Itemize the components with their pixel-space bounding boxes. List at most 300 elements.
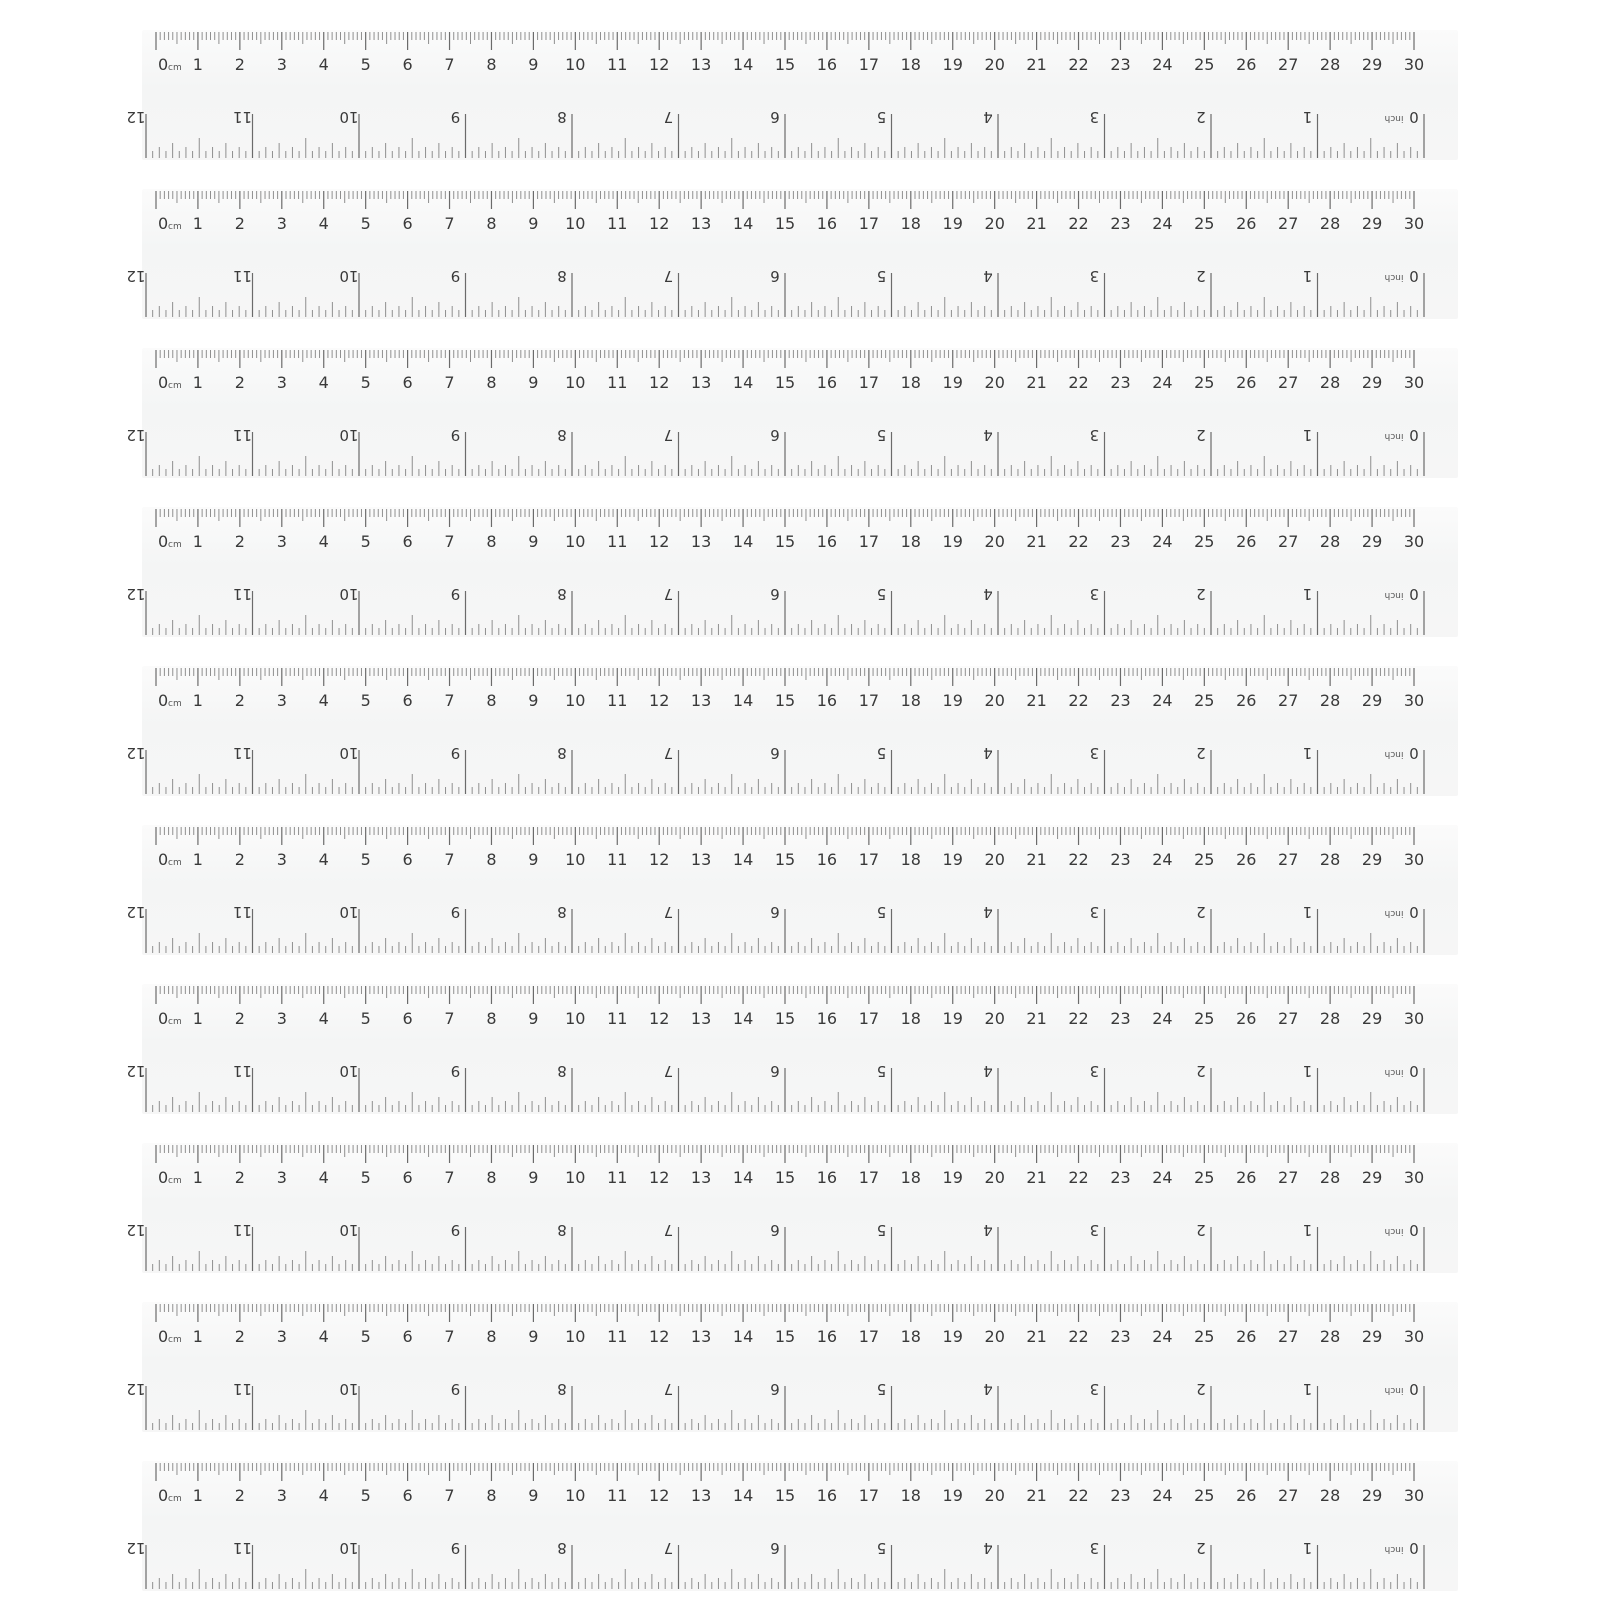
inch-number: 1 — [1302, 1221, 1313, 1239]
cm-number: 8 — [486, 850, 497, 869]
cm-number: 21 — [1026, 1168, 1047, 1187]
cm-number: 12 — [649, 373, 670, 392]
cm-number: 27 — [1278, 691, 1299, 710]
inch-number: 5 — [876, 426, 887, 444]
inch-number: 4 — [983, 1539, 993, 1557]
cm-number: 17 — [858, 691, 880, 710]
cm-scale-numbers — [158, 55, 1424, 74]
inch-number: 4 — [983, 1062, 993, 1080]
cm-number: 21 — [1026, 1486, 1047, 1505]
ruler-graphic — [126, 666, 1458, 796]
cm-number: 18 — [900, 691, 921, 710]
cm-number: 20 — [984, 691, 1005, 710]
cm-number: 7 — [444, 1486, 455, 1505]
cm-number: 30 — [1403, 1327, 1425, 1346]
cm-scale-numbers — [158, 1327, 1424, 1346]
cm-number: 6 — [402, 1009, 413, 1028]
cm-number: 9 — [528, 691, 539, 710]
inch-number: 8 — [557, 744, 567, 762]
ruler — [126, 348, 1458, 478]
cm-number: 13 — [690, 532, 712, 551]
cm-number: 21 — [1026, 1327, 1047, 1346]
inch-number: 11 — [232, 1221, 253, 1239]
cm-number: 27 — [1278, 1486, 1299, 1505]
inch-scale-ticks — [146, 114, 1424, 158]
cm-number: 14 — [732, 1327, 754, 1346]
inch-number: 4 — [983, 426, 993, 444]
cm-number: 14 — [732, 1009, 754, 1028]
cm-number: 16 — [816, 1009, 838, 1028]
inch-number: 3 — [1089, 585, 1100, 603]
ruler — [126, 507, 1458, 637]
cm-number: 21 — [1026, 55, 1047, 74]
inch-scale-numbers — [126, 1062, 1418, 1080]
inch-number: 5 — [876, 1380, 887, 1398]
inch-number: 2 — [1196, 267, 1206, 285]
inch-number: 11 — [232, 1380, 253, 1398]
cm-number: 30 — [1403, 1009, 1425, 1028]
inch-number: 5 — [876, 267, 887, 285]
inch-number: 12 — [126, 108, 146, 126]
cm-number: 7 — [444, 1327, 455, 1346]
cm-number: 25 — [1194, 55, 1215, 74]
cm-number: 2 — [234, 691, 245, 710]
cm-number: 24 — [1152, 1009, 1173, 1028]
cm-number: 22 — [1068, 691, 1089, 710]
cm-number: 5 — [360, 1327, 371, 1346]
cm-number: 6 — [402, 532, 413, 551]
cm-number: 27 — [1278, 850, 1299, 869]
cm-number: 5 — [360, 55, 371, 74]
cm-number: 15 — [774, 1009, 796, 1028]
inch-number: 12 — [126, 1062, 146, 1080]
cm-number: 29 — [1361, 55, 1383, 74]
inch-number: 12 — [126, 1380, 146, 1398]
inch-number: 11 — [232, 585, 253, 603]
cm-number: 12 — [649, 1168, 670, 1187]
inch-number: 11 — [232, 1539, 253, 1557]
cm-number: 0 — [158, 532, 169, 551]
cm-number: 5 — [360, 691, 371, 710]
cm-number: 12 — [649, 1486, 670, 1505]
cm-number: 14 — [732, 214, 754, 233]
cm-number: 26 — [1236, 850, 1257, 869]
cm-number: 15 — [774, 373, 796, 392]
inch-number: 7 — [663, 585, 674, 603]
cm-number: 22 — [1068, 373, 1089, 392]
inch-unit-label: inch — [1384, 272, 1404, 282]
inch-number: 10 — [339, 108, 359, 126]
cm-number: 30 — [1403, 214, 1425, 233]
cm-number: 2 — [234, 214, 245, 233]
cm-number: 13 — [690, 1168, 712, 1187]
cm-number: 20 — [984, 373, 1005, 392]
cm-number: 0 — [158, 1168, 169, 1187]
cm-number: 23 — [1110, 532, 1131, 551]
cm-number: 17 — [858, 373, 880, 392]
inch-scale-numbers — [126, 744, 1418, 762]
inch-number: 12 — [126, 267, 146, 285]
cm-number: 11 — [607, 55, 628, 74]
cm-number: 11 — [607, 1486, 628, 1505]
cm-number: 25 — [1194, 1009, 1215, 1028]
inch-number: 5 — [876, 1221, 887, 1239]
cm-number: 15 — [774, 55, 796, 74]
cm-number: 15 — [774, 532, 796, 551]
inch-number: 12 — [126, 1221, 146, 1239]
cm-number: 5 — [360, 1168, 371, 1187]
cm-number: 9 — [528, 55, 539, 74]
cm-number: 1 — [192, 55, 203, 74]
cm-number: 27 — [1278, 532, 1299, 551]
cm-number: 1 — [192, 214, 203, 233]
cm-number: 23 — [1110, 1168, 1131, 1187]
cm-number: 28 — [1319, 55, 1341, 74]
cm-number: 19 — [942, 532, 963, 551]
ruler — [126, 1143, 1458, 1273]
cm-scale-ticks — [156, 986, 1414, 1004]
inch-number: 7 — [663, 1221, 674, 1239]
cm-number: 1 — [192, 1168, 203, 1187]
inch-number: 6 — [770, 1221, 780, 1239]
cm-number: 24 — [1152, 55, 1173, 74]
cm-number: 8 — [486, 214, 497, 233]
inch-scale-ticks — [146, 1068, 1424, 1112]
cm-number: 19 — [942, 691, 963, 710]
cm-number: 18 — [900, 373, 921, 392]
cm-number: 16 — [816, 1168, 838, 1187]
cm-number: 10 — [565, 1327, 586, 1346]
cm-number: 1 — [192, 532, 203, 551]
inch-number: 1 — [1302, 1380, 1313, 1398]
cm-number: 2 — [234, 532, 245, 551]
cm-number: 25 — [1194, 691, 1215, 710]
cm-number: 17 — [858, 532, 880, 551]
cm-number: 30 — [1403, 55, 1425, 74]
cm-number: 16 — [816, 532, 838, 551]
cm-number: 4 — [318, 1327, 329, 1346]
cm-number: 23 — [1110, 55, 1131, 74]
inch-number: 3 — [1089, 267, 1100, 285]
cm-number: 28 — [1319, 532, 1341, 551]
cm-number: 8 — [486, 55, 497, 74]
cm-number: 30 — [1403, 850, 1425, 869]
inch-number: 1 — [1302, 903, 1313, 921]
cm-number: 23 — [1110, 1327, 1131, 1346]
inch-number: 6 — [770, 267, 780, 285]
inch-number: 7 — [663, 1380, 674, 1398]
cm-number: 11 — [607, 1327, 628, 1346]
cm-number: 27 — [1278, 1327, 1299, 1346]
cm-number: 27 — [1278, 1009, 1299, 1028]
cm-scale-numbers — [158, 850, 1424, 869]
cm-number: 28 — [1319, 373, 1341, 392]
inch-unit-label: inch — [1384, 1226, 1404, 1236]
cm-number: 26 — [1236, 1009, 1257, 1028]
inch-number: 0 — [1409, 426, 1419, 444]
cm-number: 14 — [732, 55, 754, 74]
inch-number: 0 — [1409, 267, 1419, 285]
inch-number: 11 — [232, 108, 253, 126]
cm-number: 0 — [158, 1009, 169, 1028]
cm-number: 15 — [774, 214, 796, 233]
inch-number: 11 — [232, 267, 253, 285]
ruler — [126, 30, 1458, 160]
cm-number: 18 — [900, 1009, 921, 1028]
cm-number: 0 — [158, 373, 169, 392]
inch-number: 10 — [339, 1539, 359, 1557]
inch-number: 3 — [1089, 108, 1100, 126]
inch-number: 5 — [876, 108, 887, 126]
cm-number: 19 — [942, 214, 963, 233]
cm-number: 11 — [607, 214, 628, 233]
cm-number: 9 — [528, 1009, 539, 1028]
cm-number: 30 — [1403, 691, 1425, 710]
inch-scale-ticks — [146, 1386, 1424, 1430]
inch-number: 9 — [450, 108, 461, 126]
inch-number: 2 — [1196, 1062, 1206, 1080]
cm-scale-numbers — [158, 1168, 1424, 1187]
cm-number: 18 — [900, 55, 921, 74]
cm-number: 2 — [234, 1168, 245, 1187]
cm-number: 25 — [1194, 1486, 1215, 1505]
cm-unit-label: cm — [168, 1017, 182, 1027]
inch-number: 1 — [1302, 585, 1313, 603]
cm-number: 12 — [649, 214, 670, 233]
cm-number: 3 — [276, 1327, 287, 1346]
cm-number: 1 — [192, 1009, 203, 1028]
inch-number: 4 — [983, 108, 993, 126]
inch-number: 1 — [1302, 1539, 1313, 1557]
inch-number: 0 — [1409, 744, 1419, 762]
cm-number: 16 — [816, 55, 838, 74]
cm-number: 16 — [816, 373, 838, 392]
cm-number: 18 — [900, 532, 921, 551]
cm-number: 18 — [900, 214, 921, 233]
inch-number: 4 — [983, 1221, 993, 1239]
inch-scale-ticks — [146, 591, 1424, 635]
inch-number: 4 — [983, 744, 993, 762]
cm-number: 29 — [1361, 373, 1383, 392]
cm-number: 25 — [1194, 373, 1215, 392]
cm-number: 7 — [444, 1009, 455, 1028]
cm-number: 26 — [1236, 1327, 1257, 1346]
inch-number: 8 — [557, 1062, 567, 1080]
ruler-graphic — [126, 348, 1458, 478]
inch-number: 2 — [1196, 1539, 1206, 1557]
cm-unit-label: cm — [168, 381, 182, 391]
inch-number: 11 — [232, 426, 253, 444]
cm-number: 13 — [690, 691, 712, 710]
cm-number: 10 — [565, 55, 586, 74]
inch-number: 3 — [1089, 1062, 1100, 1080]
cm-unit-label: cm — [168, 1176, 182, 1186]
cm-number: 0 — [158, 214, 169, 233]
inch-number: 9 — [450, 1539, 461, 1557]
cm-scale-numbers — [158, 1009, 1424, 1028]
inch-number: 11 — [232, 744, 253, 762]
ruler-graphic — [126, 984, 1458, 1114]
inch-number: 7 — [663, 903, 674, 921]
cm-number: 24 — [1152, 373, 1173, 392]
cm-unit-label: cm — [168, 858, 182, 868]
cm-number: 13 — [690, 214, 712, 233]
inch-unit-label: inch — [1384, 1544, 1404, 1554]
cm-number: 12 — [649, 532, 670, 551]
cm-number: 9 — [528, 373, 539, 392]
cm-number: 30 — [1403, 532, 1425, 551]
inch-unit-label: inch — [1384, 590, 1404, 600]
cm-number: 15 — [774, 1486, 796, 1505]
inch-unit-label: inch — [1384, 1385, 1404, 1395]
cm-number: 10 — [565, 1009, 586, 1028]
inch-number: 2 — [1196, 903, 1206, 921]
cm-number: 17 — [858, 1009, 880, 1028]
inch-number: 9 — [450, 267, 461, 285]
cm-number: 13 — [690, 373, 712, 392]
cm-number: 4 — [318, 1168, 329, 1187]
inch-scale-numbers — [126, 585, 1418, 603]
inch-number: 7 — [663, 267, 674, 285]
cm-number: 6 — [402, 1168, 413, 1187]
cm-number: 6 — [402, 1486, 413, 1505]
cm-number: 7 — [444, 850, 455, 869]
cm-number: 6 — [402, 850, 413, 869]
inch-number: 9 — [450, 1062, 461, 1080]
cm-number: 17 — [858, 1168, 880, 1187]
cm-number: 21 — [1026, 532, 1047, 551]
cm-number: 10 — [565, 1168, 586, 1187]
cm-scale-ticks — [156, 1145, 1414, 1163]
inch-scale-numbers — [126, 267, 1418, 285]
cm-number: 15 — [774, 850, 796, 869]
cm-number: 20 — [984, 1168, 1005, 1187]
cm-number: 13 — [690, 1009, 712, 1028]
cm-number: 10 — [565, 214, 586, 233]
inch-number: 10 — [339, 267, 359, 285]
cm-number: 22 — [1068, 1486, 1089, 1505]
inch-number: 2 — [1196, 744, 1206, 762]
cm-number: 14 — [732, 373, 754, 392]
inch-number: 2 — [1196, 1221, 1206, 1239]
cm-number: 24 — [1152, 850, 1173, 869]
ruler-graphic — [126, 507, 1458, 637]
cm-number: 8 — [486, 1486, 497, 1505]
cm-number: 18 — [900, 1327, 921, 1346]
inch-number: 3 — [1089, 1221, 1100, 1239]
inch-scale-ticks — [146, 909, 1424, 953]
inch-number: 12 — [126, 426, 146, 444]
cm-unit-label: cm — [168, 1335, 182, 1345]
cm-number: 8 — [486, 373, 497, 392]
inch-number: 3 — [1089, 1539, 1100, 1557]
cm-number: 3 — [276, 532, 287, 551]
inch-number: 8 — [557, 1539, 567, 1557]
cm-number: 26 — [1236, 1486, 1257, 1505]
cm-number: 8 — [486, 1327, 497, 1346]
inch-number: 9 — [450, 1380, 461, 1398]
cm-number: 19 — [942, 1327, 963, 1346]
inch-scale-numbers — [126, 1380, 1418, 1398]
cm-number: 13 — [690, 1327, 712, 1346]
cm-number: 29 — [1361, 850, 1383, 869]
inch-number: 8 — [557, 426, 567, 444]
cm-number: 21 — [1026, 214, 1047, 233]
cm-number: 8 — [486, 1009, 497, 1028]
inch-number: 3 — [1089, 903, 1100, 921]
cm-number: 18 — [900, 850, 921, 869]
cm-number: 16 — [816, 691, 838, 710]
inch-number: 5 — [876, 744, 887, 762]
cm-number: 3 — [276, 1168, 287, 1187]
cm-number: 28 — [1319, 214, 1341, 233]
inch-scale-numbers — [126, 1539, 1418, 1557]
inch-number: 6 — [770, 585, 780, 603]
cm-number: 20 — [984, 532, 1005, 551]
cm-number: 21 — [1026, 1009, 1047, 1028]
cm-number: 29 — [1361, 1168, 1383, 1187]
cm-number: 15 — [774, 691, 796, 710]
cm-number: 17 — [858, 1327, 880, 1346]
cm-unit-label: cm — [168, 540, 182, 550]
inch-number: 9 — [450, 585, 461, 603]
cm-number: 11 — [607, 691, 628, 710]
cm-number: 28 — [1319, 1486, 1341, 1505]
cm-scale-ticks — [156, 1304, 1414, 1322]
inch-scale-ticks — [146, 273, 1424, 317]
cm-number: 14 — [732, 1486, 754, 1505]
cm-number: 9 — [528, 1327, 539, 1346]
inch-number: 1 — [1302, 267, 1313, 285]
cm-number: 4 — [318, 214, 329, 233]
cm-number: 0 — [158, 1486, 169, 1505]
cm-number: 14 — [732, 850, 754, 869]
cm-number: 20 — [984, 1486, 1005, 1505]
cm-number: 7 — [444, 1168, 455, 1187]
cm-number: 4 — [318, 532, 329, 551]
cm-number: 26 — [1236, 214, 1257, 233]
inch-number: 12 — [126, 585, 146, 603]
inch-number: 6 — [770, 108, 780, 126]
inch-number: 12 — [126, 744, 146, 762]
cm-number: 6 — [402, 214, 413, 233]
inch-number: 0 — [1409, 903, 1419, 921]
inch-number: 0 — [1409, 585, 1419, 603]
cm-number: 29 — [1361, 691, 1383, 710]
cm-number: 4 — [318, 1486, 329, 1505]
cm-scale-numbers — [158, 1486, 1424, 1505]
cm-number: 30 — [1403, 373, 1425, 392]
inch-number: 0 — [1409, 1062, 1419, 1080]
cm-number: 5 — [360, 373, 371, 392]
cm-number: 9 — [528, 214, 539, 233]
inch-number: 7 — [663, 426, 674, 444]
ruler — [126, 984, 1458, 1114]
inch-unit-label: inch — [1384, 113, 1404, 123]
cm-number: 10 — [565, 691, 586, 710]
cm-number: 9 — [528, 532, 539, 551]
cm-number: 11 — [607, 532, 628, 551]
cm-number: 25 — [1194, 850, 1215, 869]
cm-number: 17 — [858, 55, 880, 74]
cm-scale-ticks — [156, 827, 1414, 845]
cm-number: 5 — [360, 1009, 371, 1028]
inch-number: 11 — [232, 903, 253, 921]
cm-number: 24 — [1152, 1168, 1173, 1187]
cm-number: 16 — [816, 1486, 838, 1505]
cm-number: 13 — [690, 55, 712, 74]
cm-number: 10 — [565, 850, 586, 869]
